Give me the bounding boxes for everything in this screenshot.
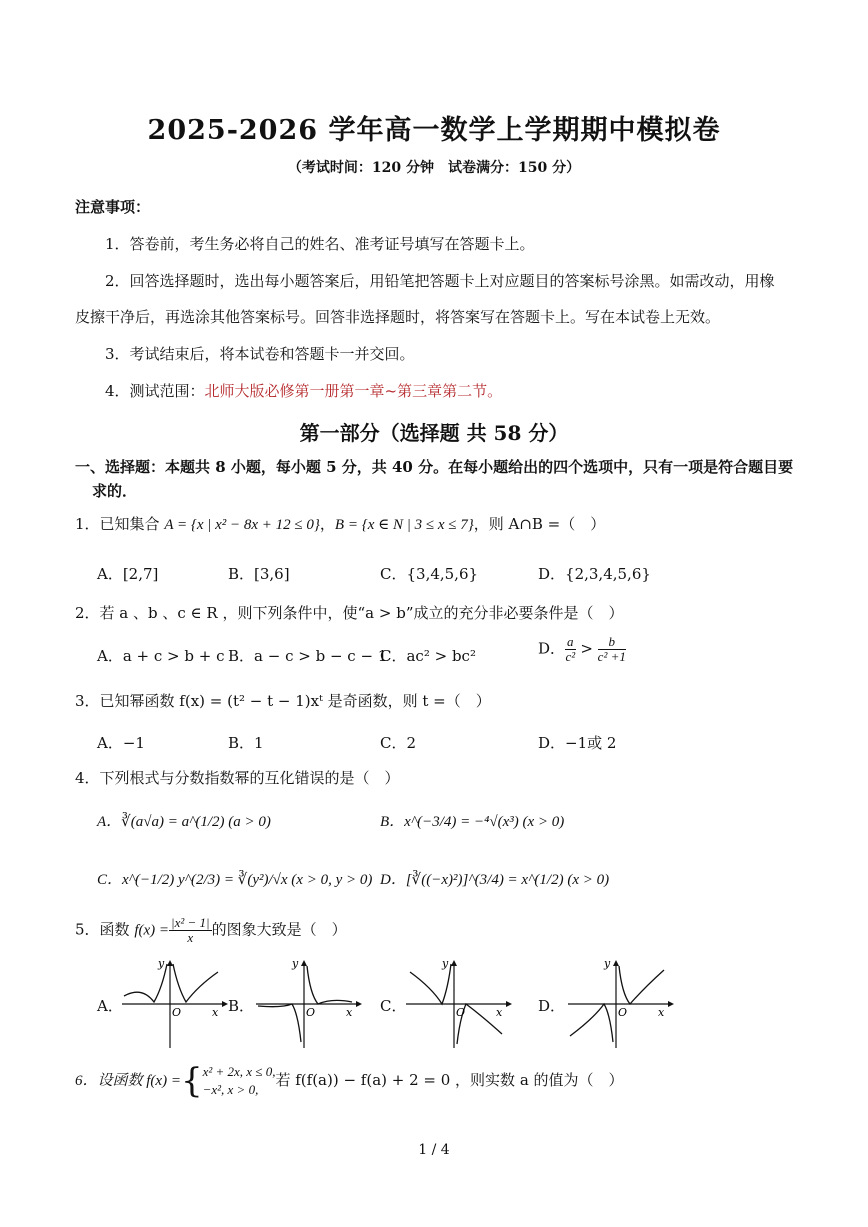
svg-text:y: y bbox=[292, 958, 299, 970]
q2-option-d-frac2: $\frac{b}{\text{c² +1}}$ bbox=[597, 634, 626, 664]
notice-item-4-range: 北师大版必修第一册第一章~第三章第二节。 bbox=[204, 382, 503, 400]
notice-item-4-label: 4．测试范围： bbox=[105, 382, 205, 400]
q3-option-c[interactable]: C．2 bbox=[380, 734, 417, 752]
q6-prefix: 6．设函数 f(x) = bbox=[75, 1073, 181, 1089]
q5-option-a[interactable]: A． bbox=[97, 997, 123, 1015]
q4-option-d[interactable]: D．[∛((−x)²)]^(3/4) = x^(1/2) (x > 0) bbox=[380, 872, 610, 888]
notice-item-4 bbox=[105, 380, 502, 401]
q5-option-d[interactable]: D． bbox=[538, 997, 566, 1015]
q2-option-d-gt: > bbox=[580, 639, 593, 658]
section-heading-b: 求的． bbox=[92, 482, 138, 500]
question-1 bbox=[75, 513, 605, 534]
q5-func-frac: $\frac{\text{|x² − 1|}}{x}$ bbox=[171, 915, 210, 945]
q5-option-c[interactable]: C． bbox=[380, 997, 407, 1015]
question-2: 2．若 a 、b 、c ∈ R ，则下列条件中，使“a > b”成立的充分非必要条件是（ ） bbox=[75, 604, 624, 622]
q4-option-b[interactable]: B．x^(−3/4) = −⁴√(x³) (x > 0) bbox=[380, 814, 565, 830]
q1-option-b[interactable]: B．[3,6] bbox=[228, 565, 290, 583]
q1-option-a[interactable]: A．[2,7] bbox=[97, 565, 159, 583]
q1-option-c[interactable]: C．{3,4,5,6} bbox=[380, 565, 479, 583]
svg-text:x: x bbox=[212, 1006, 219, 1019]
q2-option-a[interactable]: A．a + c > b + c bbox=[97, 647, 225, 665]
svg-text:O: O bbox=[618, 1006, 628, 1019]
q5-func-left: f(x) = bbox=[134, 922, 170, 939]
svg-text:O: O bbox=[456, 1006, 466, 1019]
q5-graph-c bbox=[402, 958, 512, 1050]
q1-option-d[interactable]: D．{2,3,4,5,6} bbox=[538, 565, 651, 583]
notice-item-2b: 皮擦干净后，再选涂其他答案标号。回答非选择题时，将答案写在答题卡上。写在本试卷上无效。 bbox=[75, 308, 721, 326]
q5-graph-d bbox=[564, 958, 674, 1050]
svg-text:y: y bbox=[442, 958, 449, 970]
q1-set-a: A = {x | x² − 8x + 12 ≤ 0} bbox=[164, 517, 320, 533]
q4-option-a[interactable]: A．∛(a√a) = a^(1/2) (a > 0) bbox=[97, 814, 271, 830]
svg-text:O: O bbox=[306, 1006, 316, 1019]
q3-option-a[interactable]: A．−1 bbox=[97, 734, 145, 752]
exam-subtitle: （考试时间：120 分钟 试卷满分：150 分） bbox=[287, 160, 581, 176]
q5-option-b[interactable]: B． bbox=[228, 997, 255, 1015]
part1-heading: 第一部分（选择题 共 58 分） bbox=[299, 421, 569, 445]
q6-piece-1: x² + 2x, x ≤ 0, bbox=[202, 1064, 276, 1079]
q2-option-d-label: D． bbox=[538, 639, 566, 658]
notice-item-1: 1．答卷前，考生务必将自己的姓名、准考证号填写在答题卡上。 bbox=[105, 235, 535, 253]
q5-prefix: 5．函数 bbox=[75, 920, 130, 939]
q3-option-b[interactable]: B．1 bbox=[228, 734, 264, 752]
question-3: 3．已知幂函数 f(x) = (t² − t − 1)xᵗ 是奇函数，则 t =（ ） bbox=[75, 692, 491, 710]
question-6 bbox=[75, 1063, 624, 1099]
notice-heading: 注意事项： bbox=[75, 198, 151, 216]
q4-option-c[interactable]: C．x^(−1/2) y^(2/3) = ∛(y²)/√x (x > 0, y > 0) bbox=[97, 872, 373, 888]
q2-option-d-frac1: $\frac{a}{\text{c²}}$ bbox=[565, 634, 576, 664]
q6-piece-2: −x², x > 0, bbox=[202, 1082, 259, 1097]
q1-set-b: B = {x ∈ N | 3 ≤ x ≤ 7} bbox=[334, 517, 474, 533]
svg-text:x: x bbox=[496, 1006, 503, 1019]
question-5 bbox=[75, 916, 347, 945]
notice-item-3: 3．考试结束后，将本试卷和答题卡一并交回。 bbox=[105, 345, 415, 363]
q1-suffix: ，则 A∩B =（ ） bbox=[473, 515, 606, 533]
exam-title: 2025-2026 学年高一数学上学期期中模拟卷 bbox=[147, 115, 721, 146]
svg-text:y: y bbox=[604, 958, 611, 970]
q6-brace: { bbox=[180, 1061, 203, 1101]
page-number: 1 / 4 bbox=[418, 1142, 450, 1158]
svg-text:O: O bbox=[172, 1006, 182, 1019]
question-4: 4．下列根式与分数指数幂的互化错误的是（ ） bbox=[75, 769, 400, 787]
q2-option-b[interactable]: B．a − c > b − c − 1 bbox=[228, 647, 388, 665]
svg-text:y: y bbox=[158, 958, 165, 970]
q2-option-d[interactable] bbox=[538, 635, 626, 664]
notice-item-2a: 2．回答选择题时，选出每小题答案后，用铅笔把答题卡上对应题目的答案标号涂黑。如需改动，用橡 bbox=[105, 272, 775, 290]
q5-graph-b bbox=[252, 958, 362, 1050]
q5-suffix: 的图象大致是（ ） bbox=[211, 920, 347, 939]
q1-sep: ， bbox=[319, 515, 335, 533]
q6-pieces bbox=[203, 1063, 276, 1099]
q3-option-d[interactable]: D．−1或 2 bbox=[538, 734, 617, 752]
q1-prefix: 1．已知集合 bbox=[75, 515, 165, 533]
q5-graph-a bbox=[118, 958, 228, 1050]
svg-text:x: x bbox=[658, 1006, 665, 1019]
q2-option-c[interactable]: C．ac² > bc² bbox=[380, 647, 476, 665]
svg-text:x: x bbox=[346, 1006, 353, 1019]
section-heading-a: 一、选择题：本题共 8 小题，每小题 5 分，共 40 分。在每小题给出的四个选项中，只有一项是符合题目要 bbox=[75, 458, 794, 476]
q6-suffix: 若 f(f(a)) − f(a) + 2 = 0 ，则实数 a 的值为（ ） bbox=[275, 1071, 624, 1089]
